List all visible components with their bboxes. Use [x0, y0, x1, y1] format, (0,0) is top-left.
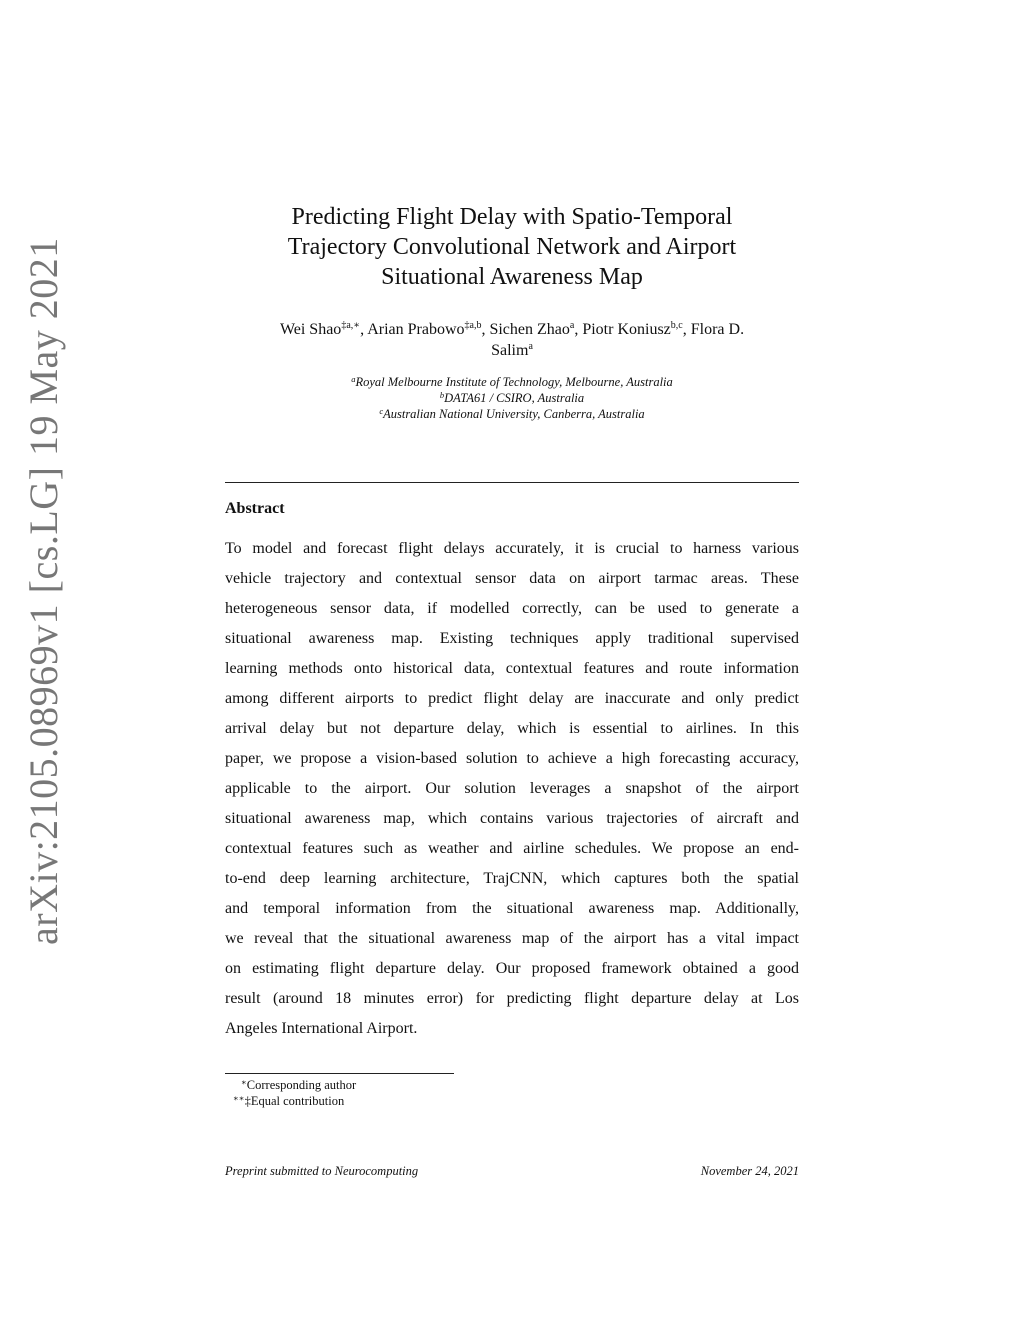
abstract-line: we reveal that the situational awareness map of the airport has a vital impact: [225, 930, 799, 947]
author-affiliation-mark: ‡a,∗: [341, 320, 361, 331]
footnote-rule: [225, 1073, 454, 1074]
arxiv-identifier-stamp: arXiv:2105.08969v1 [cs.LG] 19 May 2021: [21, 237, 66, 945]
abstract-line: result (around 18 minutes error) for predicting flight departure delay at Los: [225, 990, 799, 1007]
affiliation-item: [225, 390, 799, 406]
affiliation-text: Australian National University, Canberra, Australia: [383, 407, 645, 421]
abstract-line: vehicle trajectory and contextual sensor data on airport tarmac areas. These: [225, 570, 799, 587]
abstract-line: learning methods onto historical data, contextual features and route information: [225, 660, 799, 677]
abstract-line: paper, we propose a vision-based solution to achieve a high forecasting accuracy,: [225, 750, 799, 767]
abstract-line: contextual features such as weather and airline schedules. We propose an end-: [225, 840, 799, 857]
author-name: Flora D.: [690, 321, 745, 338]
author-line-1: [225, 319, 799, 340]
affiliation-text: DATA61 / CSIRO, Australia: [444, 391, 585, 405]
abstract-line: situational awareness map. Existing techniques apply traditional supervised: [225, 630, 799, 647]
footnote-list: [233, 1077, 356, 1109]
author-separator: ,: [574, 321, 583, 338]
abstract-line: to-end deep learning architecture, TrajCNN, which captures both the spatial: [225, 870, 799, 887]
abstract-line: situational awareness map, which contains various trajectories of aircraft and: [225, 810, 799, 827]
author-name: Arian Prabowo: [367, 321, 465, 338]
author-line-2: [225, 340, 799, 361]
abstract-line: Angeles International Airport.: [225, 1020, 418, 1037]
footnote-mark: ∗: [241, 1077, 247, 1087]
footnote-item: [233, 1077, 356, 1093]
author-name: Salim: [491, 342, 529, 359]
author-separator: ,: [360, 321, 368, 338]
footnote-text: Corresponding author: [246, 1078, 357, 1092]
title-line: Situational Awareness Map: [381, 264, 643, 290]
abstract-line: heterogeneous sensor data, if modelled correctly, can be used to generate a: [225, 600, 799, 617]
paper-title: [225, 202, 799, 292]
affiliation-item: [225, 406, 799, 422]
author-affiliation-mark: a: [528, 341, 533, 352]
author-affiliation-mark: ‡a,b: [464, 320, 482, 331]
footnote-mark: ∗∗: [233, 1093, 245, 1103]
affiliation-mark: a: [351, 374, 356, 384]
affiliation-item: [225, 374, 799, 390]
author-name: Sichen Zhao: [489, 321, 570, 338]
abstract-line: applicable to the airport. Our solution leverages a snapshot of the airport: [225, 780, 799, 797]
abstract-body: [225, 534, 799, 1044]
abstract-top-rule: [225, 482, 799, 483]
abstract-heading: Abstract: [225, 500, 285, 517]
author-separator: ,: [682, 321, 691, 338]
author-name: Piotr Koniusz: [582, 321, 671, 338]
author-list: [225, 319, 799, 361]
title-line: Predicting Flight Delay with Spatio-Temporal: [291, 204, 733, 230]
title-line: Trajectory Convolutional Network and Airport: [287, 234, 737, 260]
abstract-line: and temporal information from the situational awareness map. Additionally,: [225, 900, 799, 917]
preprint-date: November 24, 2021: [700, 1164, 799, 1178]
affiliation-mark: b: [439, 390, 445, 400]
affiliation-text: Royal Melbourne Institute of Technology, Melbourne, Australia: [355, 375, 673, 389]
abstract-line: arrival delay but not departure delay, which is essential to airlines. In this: [225, 720, 799, 737]
footnote-item: [233, 1093, 356, 1109]
author-separator: ,: [481, 321, 490, 338]
abstract-line: To model and forecast flight delays accurately, it is crucial to harness various: [225, 540, 799, 557]
footnote-text: ‡Equal contribution: [244, 1094, 345, 1108]
author-affiliation-mark: b,c: [670, 320, 683, 331]
affiliation-list: [225, 374, 799, 422]
abstract-line: among different airports to predict flight delay are inaccurate and only predict: [225, 690, 799, 707]
abstract-line: on estimating flight departure delay. Our proposed framework obtained a good: [225, 960, 799, 977]
affiliation-mark: c: [379, 406, 384, 416]
author-name: Wei Shao: [279, 321, 342, 338]
author-affiliation-mark: a: [569, 320, 575, 331]
preprint-note: Preprint submitted to Neurocomputing: [225, 1164, 419, 1178]
